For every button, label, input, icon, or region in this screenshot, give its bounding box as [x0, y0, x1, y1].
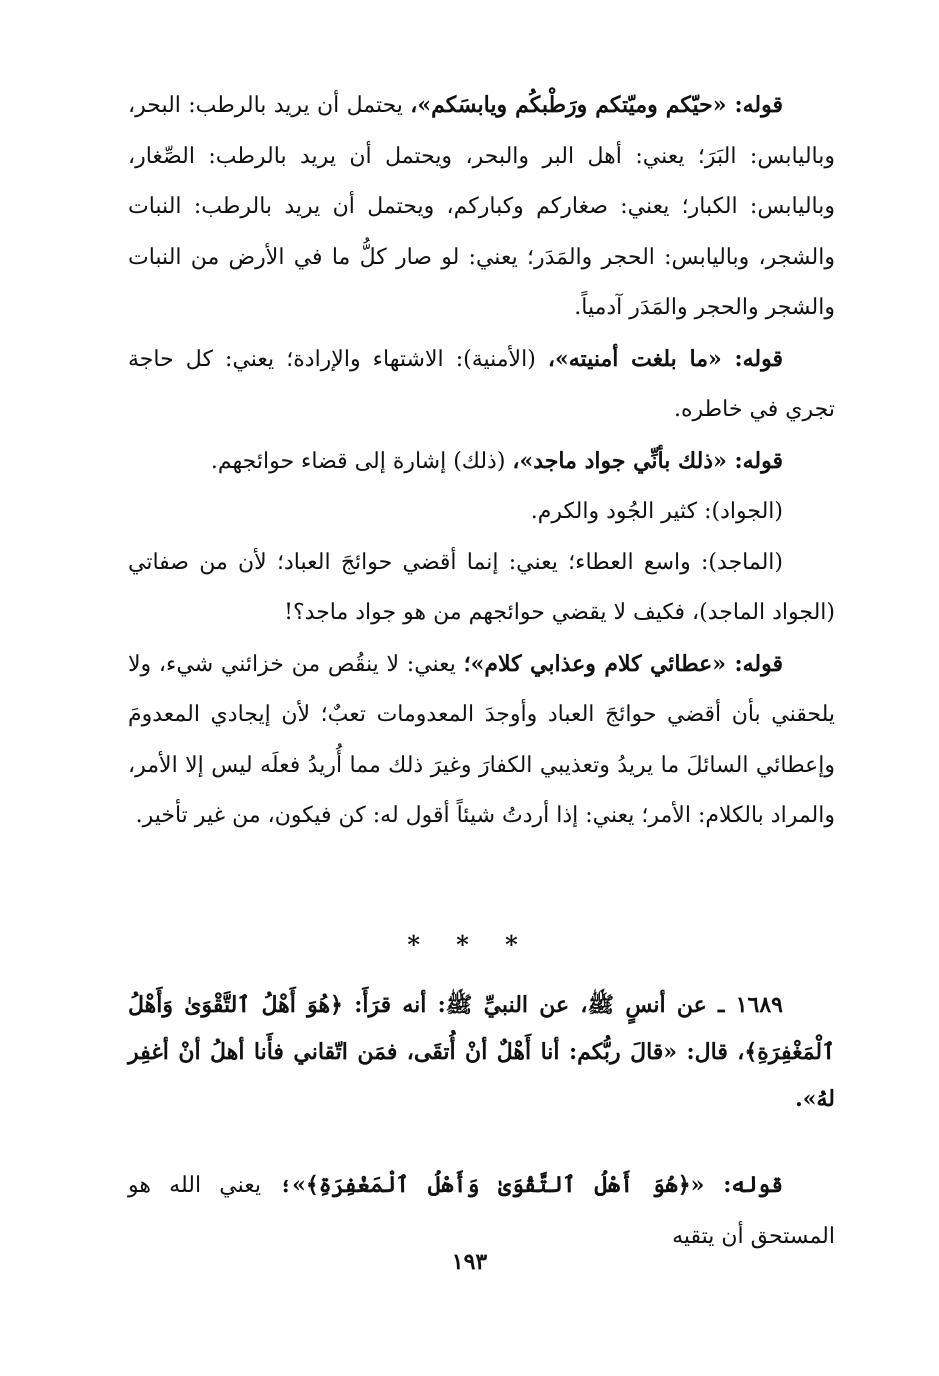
- page-number: ١٩٣: [451, 1249, 488, 1275]
- quote-heading: قوله: «ما بلغت أمنيته»،: [547, 345, 783, 372]
- paragraph-taqwa: [128, 1160, 835, 1262]
- paragraph-text: يحتمل أن يريد بالرطب: البحر، وباليابس: البَرَ؛ يعني: أهل البر والبحر، ويحتمل أن يريد بالرطب: الصِّغار، وباليابس: الكبار؛ يعني: صغاركم وكباركم، ويحتمل أن يريد بالرطب: النبات والشجر، وباليابس: الحجر والمَدَر؛ يعني: لو صار كلُّ ما في الأرض من النبات والشجر والحجر والمَدَر آدمياً.: [128, 93, 835, 320]
- paragraph-wish: [128, 334, 835, 436]
- commentary-block-continued: [128, 1160, 835, 1262]
- paragraph-jawad-definition: [128, 487, 835, 538]
- paragraph-generous: [128, 436, 835, 488]
- quote-heading: قوله: «حيّكم وميّتكم ورَطْبكُم ويابسَكم»،: [410, 92, 783, 118]
- hadith-block: [128, 982, 835, 1123]
- quote-heading: قوله: «عطائي كلام وعذابي كلام»؛: [463, 650, 783, 677]
- paragraph-text: (الجواد): كثير الجُود والكرم.: [530, 499, 783, 524]
- commentary-block: [128, 80, 835, 842]
- paragraph-text: يعني الله هو المستحق أن يتقيه: [128, 1173, 835, 1249]
- section-separator: * * *: [407, 930, 532, 959]
- quote-heading: قوله: «ذلك بأنِّي جواد ماجد»،: [512, 447, 783, 474]
- paragraph-giving-word: [128, 639, 835, 842]
- quote-heading: قوله: «﴿هُوَ أَهْلُ ٱلتَّقْوَىٰ وَأَهْلُ ٱلْمَغْفِرَةِ﴾»؛: [279, 1172, 783, 1198]
- paragraph-text: (الماجد): واسع العطاء؛ يعني: إنما أقضي حوائجَ العباد؛ لأن من صفاتي (الجواد الماجد)، فكيف لا يقضي حوائجهم من هو جواد ماجد؟!: [128, 549, 835, 625]
- paragraph-living-dead: [128, 80, 835, 334]
- paragraph-text: يعني: لا ينقُص من خزائني شيء، ولا يلحقني بأن أقضي حوائجَ العباد وأوجدَ المعدومات تعبٌ؛ لأن إيجادي المعدومَ وإعطائي السائلَ ما يريدُ وتعذيبي الكفارَ وغيرَ ذلك مما أُريدُ فعلَه ليس إلا الأمر، والمراد بالكلام: الأمر؛ يعني: إذا أردتُ شيئاً أقول له: كن فيكون، من غير تأخير.: [128, 651, 835, 828]
- paragraph-majid-definition: [128, 538, 835, 639]
- hadith-text: ١٦٨٩ ـ عن أنسٍ ﷺ، عن النبيِّ ﷺ: أنه قرَأَ: ﴿هُوَ أَهْلُ ٱلتَّقْوَىٰ وَأَهْلُ ٱلْمَغْفِرَةِ﴾، قال: «قالَ ربُّكم: أنا أَهْلٌ أنْ أُتقَى، فمَن اتّقاني فأَنا أهلُ أنْ أغفِر لهُ».: [128, 992, 835, 1112]
- paragraph-text: (ذلك) إشارة إلى قضاء حوائجهم.: [210, 448, 513, 474]
- paragraph-text: (الأمنية): الاشتهاء والإرادة؛ يعني: كل حاجة تجري في خاطره.: [128, 346, 835, 422]
